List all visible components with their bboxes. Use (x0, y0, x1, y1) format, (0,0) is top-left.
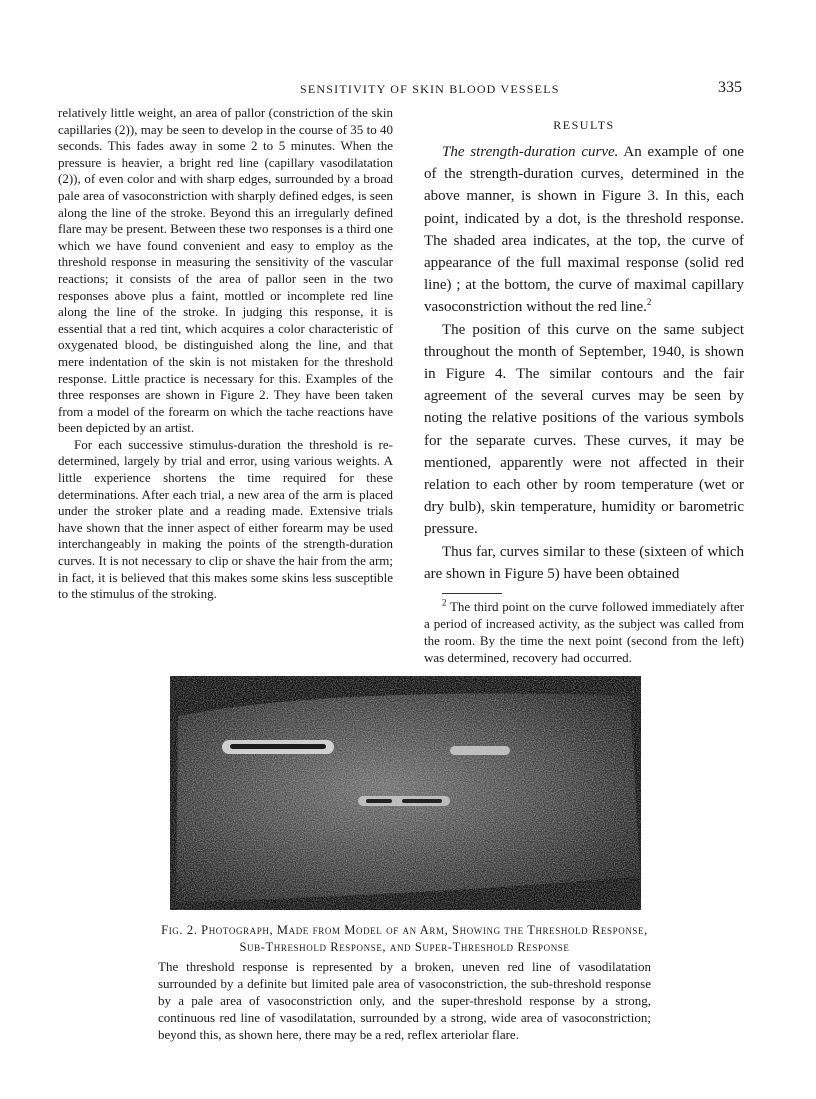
sub-threshold-pallor (450, 746, 510, 755)
right-paragraph-2: The position of this curve on the same subject throughout the month of September, 1940, is shown in Figure 4. The similar contours and the fair agreement of the several curves may be seen by noting the relative positions of the various symbols for the separate curves. These curves, it may be mentioned, apparently were not affected in their relation to each other by room temperature (wet or dry bulb), skin temperature, humidity or barometric pressure. (424, 321, 744, 538)
left-column (58, 105, 393, 603)
section-heading-results: RESULTS (553, 118, 615, 132)
threshold-line-segment-2 (402, 799, 442, 803)
footnote-rule (442, 593, 502, 594)
right-paragraph-1-text: An example of one of the strength-duration curves, determined in the above manner, is shown in Figure 3. In this, each point, indicated by a dot, is the threshold response. The shaded area indicates, at the top, the curve of appearance of the full maximal response (solid red line) ; at the bottom, the curve of maximal capillary vasoconstriction without the red line. (424, 144, 744, 316)
threshold-line-segment-1 (366, 799, 392, 803)
super-threshold-red-line (230, 744, 326, 749)
running-head: SENSITIVITY OF SKIN BLOOD VESSELS (300, 82, 560, 96)
footnote-mark: 2 (442, 597, 447, 608)
left-paragraph-1: relatively little weight, an area of pallor (constriction of the skin capillaries (2)), may be seen to develop in the course of 35 to 40 seconds. This fades away in some 2 to 5 minutes. When the pressure is heavier, a bright red line (capillary vasodilatation (2)), of even color and with sharp edges, surrounded by a broad pale area of vasoconstriction with sharply defined edges, is seen along the line of the stroke. Beyond this an irregularly defined flare may be present. Between these two responses is a third one which we have found convenient and easy to employ as the threshold response in measuring the sensitivity of the vascular reactions; it consists of the area of pallor seen in the two responses above plus a faint, mottled or incomplete red line along the line of the stroke. In judging this response, it is essential that a red tint, which acquires a color characteristic of oxygenated blood, be distinguished along the line, and that mere indentation of the skin is not mistaken for the threshold response. Little practice is necessary for this. Examples of the three responses are shown in Figure 2. They have been taken from a model of the forearm on which the tache reactions have been depicted by an artist. (58, 105, 394, 436)
footnote-ref: 2 (646, 297, 652, 308)
figure-photograph-arm (170, 676, 641, 910)
arm-photograph (170, 676, 641, 910)
subsection-title: The strength-duration curve. (442, 144, 619, 160)
page-number: 335 (718, 79, 742, 96)
right-paragraph-3: Thus far, curves similar to these (sixteen of which are shown in Figure 5) have been obtained (424, 543, 744, 582)
right-paragraph-1 (424, 141, 744, 319)
figure-caption-body: The threshold response is represented by a broken, uneven red line of vasodilatation surrounded by a definite but limited pale area of vasoconstriction, the sub-threshold response by a pale area of vasoconstriction only, and the super-threshold response by a strong, continuous red line of vasodilatation, surrounded by a strong, wide area of vasoconstriction; beyond this, as shown here, there may be a red, reflex arteriolar flare. (158, 959, 651, 1042)
left-paragraph-2: For each successive stimulus-duration the threshold is re-determined, largely by trial and error, using various weights. A little experience shortens the time required for these determinations. After each trial, a new area of the arm is placed under the stroker plate and a reading made. Extensive trials have shown that the inner aspect of either forearm may be used interchangeably in making the points of the strength-duration curves. It is not necessary to clip or shave the hair from the arm; in fact, it is believed that this makes some skins less susceptible to the stimulus of the stroking. (58, 436, 393, 602)
footnote-text: The third point on the curve followed immediately after a period of increased activity, as the subject was called from the room. By the time the next point (second from the left) was determined, recovery had occurred. (424, 599, 744, 666)
footnote (424, 598, 744, 666)
photo-grain (170, 676, 641, 910)
figure-caption (158, 922, 651, 1043)
figure-caption-title: Fig. 2. Photograph, Made from Model of an Arm, Showing the Threshold Response, Sub-Threshold Response, and Super-Threshold Response (161, 923, 648, 954)
right-column (424, 118, 744, 666)
